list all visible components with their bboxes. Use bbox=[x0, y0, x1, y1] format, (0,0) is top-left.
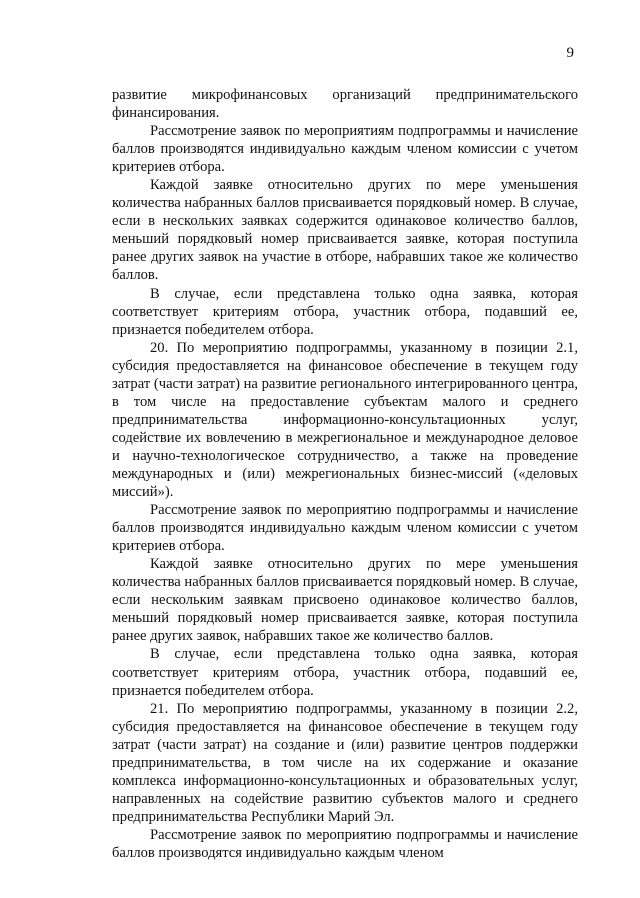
paragraph: Рассмотрение заявок по мероприятию подпрограммы и начисление баллов производятся индивидуально каждым членом bbox=[112, 826, 578, 861]
paragraph-item-21: 21. По мероприятию подпрограммы, указанному в позиции 2.2, субсидия предоставляется на финансовое обеспечение в текущем году затрат (части затрат) на создание и (или) развитие центров поддержки предпринимательства, в том числе на их содержание и оказание комплекса информационно-консультационных и образовательных услуг, направленных на содействие развитию субъектов малого и среднего предпринимательства Республики Марий Эл. bbox=[112, 700, 578, 825]
paragraph: В случае, если представлена только одна заявка, которая соответствует критериям отбора, участник отбора, подавший ее, признается победителем отбора. bbox=[112, 285, 578, 338]
paragraph: Каждой заявке относительно других по мере уменьшения количества набранных баллов присваивается порядковый номер. В случае, если в нескольких заявках содержится одинаковое количество баллов, меньший порядковый номер присваивается заявке, которая поступила ранее других заявок на участие в отборе, набравших такое же количество баллов. bbox=[112, 177, 578, 284]
paragraph: Рассмотрение заявок по мероприятию подпрограммы и начисление баллов производятся индивидуально каждым членом комиссии с учетом критериев отбора. bbox=[112, 502, 578, 555]
document-body bbox=[112, 86, 578, 862]
paragraph: Рассмотрение заявок по мероприятиям подпрограммы и начисление баллов производятся индивидуально каждым членом комиссии с учетом критериев отбора. bbox=[112, 123, 578, 176]
paragraph-continuation: развитие микрофинансовых организаций предпринимательского финансирования. bbox=[112, 87, 578, 122]
page-number: 9 bbox=[566, 45, 574, 61]
paragraph-item-20: 20. По мероприятию подпрограммы, указанному в позиции 2.1, субсидия предоставляется на финансовое обеспечение в текущем году затрат (части затрат) на развитие регионального интегрированного центра, в том числе на предоставление субъектам малого и среднего предпринимательства информационно-консультационных услуг, содействие их вовлечению в межрегиональное и международное деловое и научно-технологическое сотрудничество, а также на проведение международных и (или) межрегиональных бизнес-миссий («деловых миссий»). bbox=[112, 339, 578, 501]
paragraph: В случае, если представлена только одна заявка, которая соответствует критериям отбора, участник отбора, подавший ее, признается победителем отбора. bbox=[112, 646, 578, 699]
paragraph: Каждой заявке относительно других по мере уменьшения количества набранных баллов присваивается порядковый номер. В случае, если нескольким заявкам присвоено одинаковое количество баллов, меньший порядковый номер присваивается заявке, которая поступила ранее других заявок, набравших такое же количество баллов. bbox=[112, 556, 578, 645]
